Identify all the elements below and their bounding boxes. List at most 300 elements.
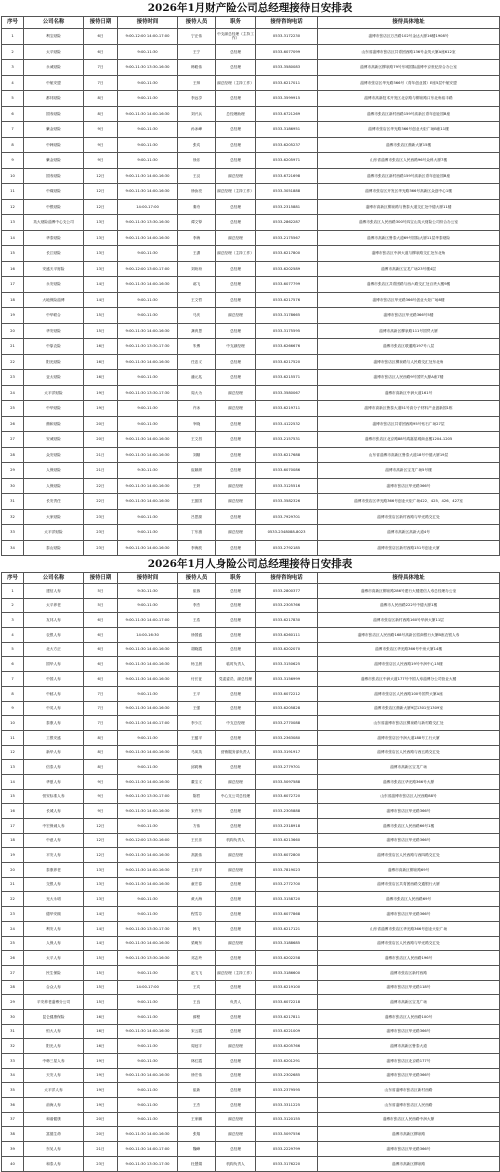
cell-company: 中银财险 xyxy=(24,199,84,215)
cell-index: 36 xyxy=(2,1098,24,1113)
cell-address: 淄博市张店区中润大道177号中国人寿淄博分公司营业大楼 xyxy=(318,672,500,687)
cell-position: 总经理 xyxy=(216,509,256,525)
table-row xyxy=(2,246,500,262)
table-row xyxy=(2,184,500,200)
cell-address: 淄博市张店区新村西路159号高新区青年创业园B座 xyxy=(318,106,500,122)
cell-receiver: 朱博 xyxy=(178,339,216,355)
cell-address: 淄博市张店区华光路366号5楼 xyxy=(318,308,500,324)
cell-address: 淄博市张店区新村西路160号华润大厦11层 xyxy=(318,613,500,628)
cell-position: 机构负责人 xyxy=(216,1156,256,1171)
cell-receiver: 宁正伟 xyxy=(178,29,216,45)
table-row xyxy=(2,137,500,153)
cell-address: 淄博市张店区人民西路19号中润中心15楼 xyxy=(318,657,500,672)
cell-phone: 0533-2363080 xyxy=(256,730,318,745)
cell-receiver: 王文昌 xyxy=(178,432,216,448)
cell-company: 人保财险 xyxy=(24,463,84,479)
cell-date: 13日 xyxy=(84,215,118,231)
cell-phone: 0533-6260111 xyxy=(256,628,318,643)
cell-index: 19 xyxy=(2,848,24,863)
cell-time: 9:00-11:30 xyxy=(118,416,178,432)
cell-phone: 0533-2175567 xyxy=(256,230,318,246)
table-row xyxy=(2,686,500,701)
cell-address: 淄博市张店区人民西路与华光路交汇处 xyxy=(318,936,500,951)
cell-date: 23日 xyxy=(84,1156,118,1171)
cell-index: 33 xyxy=(2,525,24,541)
cell-position: 副总经理 xyxy=(216,401,256,417)
table-row xyxy=(2,385,500,401)
table-row xyxy=(2,877,500,892)
cell-index: 25 xyxy=(2,401,24,417)
cell-index: 37 xyxy=(2,1112,24,1127)
table-row xyxy=(2,1083,500,1098)
cell-time: 9:30-11:30 xyxy=(118,463,178,479)
cell-position: 总经理 xyxy=(216,1009,256,1024)
cell-receiver: 任忠义 xyxy=(178,354,216,370)
cell-date: 9日 xyxy=(84,789,118,804)
cell-receiver: 李海 xyxy=(178,230,216,246)
cell-date: 21日 xyxy=(84,463,118,479)
cell-receiver: 王潇 xyxy=(178,246,216,262)
cell-company: 和泰人寿 xyxy=(24,1156,84,1171)
header-time: 接待时间 xyxy=(118,573,178,584)
cell-receiver: 王宾 xyxy=(178,980,216,995)
cell-company: 大家财险 xyxy=(24,509,84,525)
cell-company: 中国人寿 xyxy=(24,672,84,687)
cell-phone: 0533-6070086 xyxy=(256,463,318,479)
table-row xyxy=(2,628,500,643)
cell-company: 华安财险 xyxy=(24,323,84,339)
cell-date: 6日 xyxy=(84,44,118,60)
cell-receiver: 刘玢玢 xyxy=(178,261,216,277)
cell-phone: 0533-6072218 xyxy=(256,995,318,1010)
table-row xyxy=(2,657,500,672)
cell-date: 8日 xyxy=(84,760,118,775)
cell-index: 18 xyxy=(2,833,24,848)
cell-address: 山东省淄博市张店区新村西路 xyxy=(318,1083,500,1098)
table-row xyxy=(2,760,500,775)
cell-address: 淄博市张店区新村西路与华光路交汇处 xyxy=(318,509,500,525)
cell-time: 9:00-12:00 13:30-16:00 xyxy=(118,833,178,848)
cell-position: 副总经理 xyxy=(216,168,256,184)
cell-date: 23日 xyxy=(84,540,118,556)
cell-time: 9:00-11:30 14:00-17:00 xyxy=(118,1142,178,1157)
cell-date: 15日 xyxy=(84,995,118,1010)
cell-company: 都邦财险 xyxy=(24,91,84,107)
cell-company: 泰康养老 xyxy=(24,863,84,878)
cell-receiver: 徐宏伟 xyxy=(178,1068,216,1083)
cell-position: 总经理 xyxy=(216,584,256,599)
cell-company: 紫金财险 xyxy=(24,122,84,138)
cell-date: 23日 xyxy=(84,525,118,541)
cell-position: 总经理 xyxy=(216,137,256,153)
cell-phone: 0533-3580083 xyxy=(256,60,318,76)
cell-address: 淄博市高新区鲁泰大道51号高分子材料产业创新园1栋 xyxy=(318,401,500,417)
cell-address: 淄博市张店区人民西路100号 xyxy=(318,1009,500,1024)
cell-phone: 0533-6213660 xyxy=(256,833,318,848)
cell-index: 2 xyxy=(2,598,24,613)
table-row xyxy=(2,833,500,848)
cell-index: 19 xyxy=(2,308,24,324)
cell-company: 安诚财险 xyxy=(24,432,84,448)
cell-phone: 0533-6077099 xyxy=(256,44,318,60)
cell-index: 32 xyxy=(2,509,24,525)
cell-index: 9 xyxy=(2,153,24,169)
cell-phone: 0533-2779701 xyxy=(256,760,318,775)
table-row xyxy=(2,701,500,716)
cell-time: 9:00-11:30 14:00-16:30 xyxy=(118,877,178,892)
cell-address: 淄博市张店区中润大道与柳泉路交汇处东北角 xyxy=(318,246,500,262)
cell-receiver: 童宏春 xyxy=(178,877,216,892)
cell-receiver: 王文哲 xyxy=(178,292,216,308)
cell-phone: 0533-3188685 xyxy=(256,936,318,951)
cell-address: 淄博市高新区柳泉路与鲁泰大道交汇处中德大厦11楼 xyxy=(318,199,500,215)
life-table xyxy=(1,572,500,1172)
cell-date: 23日 xyxy=(84,509,118,525)
cell-position: 副总经理 xyxy=(216,385,256,401)
cell-position: 营销服务部负责人 xyxy=(216,745,256,760)
table-row xyxy=(2,75,500,91)
cell-receiver: 魏峰 xyxy=(178,1142,216,1157)
cell-time: 9:00-11:30 14:00-17:00 xyxy=(118,613,178,628)
cell-index: 38 xyxy=(2,1127,24,1142)
cell-index: 1 xyxy=(2,584,24,599)
cell-position: 副总经理（主持工作） xyxy=(216,965,256,980)
cell-position: 总经理 xyxy=(216,921,256,936)
header-index: 序号 xyxy=(2,17,24,29)
cell-time: 9:00-11:30 14:00-16:30 xyxy=(118,1024,178,1039)
cell-date: 6日 xyxy=(84,628,118,643)
cell-phone: 0533-4122532 xyxy=(256,416,318,432)
cell-phone: 0533-3120155 xyxy=(256,1112,318,1127)
cell-position: 中支总经理 xyxy=(216,716,256,731)
table-row xyxy=(2,1054,500,1069)
cell-time: 9:00-11:30 xyxy=(118,819,178,834)
property-header-row xyxy=(2,17,500,29)
cell-index: 23 xyxy=(2,907,24,922)
cell-receiver: 王杰 xyxy=(178,1098,216,1113)
cell-receiver: 胡晓霞 xyxy=(178,642,216,657)
cell-position: 副总经理（主持工作） xyxy=(216,184,256,200)
header-index: 序号 xyxy=(2,573,24,584)
property-table-title: 2026年1月财产险公司总经理接待日安排表 xyxy=(147,2,353,14)
cell-time: 9:00-11:30 14:00-16:30 xyxy=(118,432,178,448)
cell-receiver: 林红霞 xyxy=(178,1054,216,1069)
cell-time: 9:00-12:00 13:00-17:00 xyxy=(118,261,178,277)
cell-phone: 0533-2305766 xyxy=(256,598,318,613)
cell-phone: 0533-6077799 xyxy=(256,277,318,293)
cell-receiver: 秦舟 xyxy=(178,199,216,215)
cell-phone: 0533-2229799 xyxy=(256,1142,318,1157)
cell-date: 9日 xyxy=(84,122,118,138)
cell-time: 9:00-11:30 14:00-16:30 xyxy=(118,863,178,878)
header-receiver: 接待人员 xyxy=(178,573,216,584)
cell-phone: 0533-6721269 xyxy=(256,106,318,122)
cell-address: 淄博市高新区宝龙广场5号楼 xyxy=(318,463,500,479)
cell-address: 淄博市人民西路222号中德大厦1楼 xyxy=(318,598,500,613)
table-row xyxy=(2,323,500,339)
cell-phone: 0533-6072800 xyxy=(256,848,318,863)
cell-index: 3 xyxy=(2,613,24,628)
cell-date: 19日 xyxy=(84,401,118,417)
cell-receiver: 马凤英 xyxy=(178,745,216,760)
cell-phone: 0533-6072212 xyxy=(256,686,318,701)
cell-phone: 0533-3175595 xyxy=(256,323,318,339)
cell-index: 20 xyxy=(2,323,24,339)
cell-receiver: 韩飞 xyxy=(178,921,216,936)
cell-company: 农银人寿 xyxy=(24,628,84,643)
table-row xyxy=(2,292,500,308)
cell-position: 机构负责人 xyxy=(216,833,256,848)
cell-date: 22日 xyxy=(84,494,118,510)
cell-index: 12 xyxy=(2,745,24,760)
cell-phone: 0533-6215571 xyxy=(256,370,318,386)
cell-address: 山东省淄博市张店区华光路366号创业火炬广场 xyxy=(318,921,500,936)
cell-receiver: 徐国盛 xyxy=(178,628,216,643)
cell-address: 淄博市高新区柳泉路79号东城国际淄博中京世纪综合办公室 xyxy=(318,60,500,76)
cell-position: 总经理 xyxy=(216,323,256,339)
cell-receiver: 周大为 xyxy=(178,385,216,401)
cell-date: 12日 xyxy=(84,833,118,848)
cell-time: 9:00-11:30 14:00-16:30 xyxy=(118,540,178,556)
cell-receiver: 王向平 xyxy=(178,863,216,878)
cell-receiver: 邱莉梅 xyxy=(178,760,216,775)
cell-index: 35 xyxy=(2,1083,24,1098)
cell-phone: 0533-6205828 xyxy=(256,701,318,716)
cell-address: 淄博市张店区华光路366号大厦 xyxy=(318,774,500,789)
cell-position: 副总经理 xyxy=(216,1127,256,1142)
cell-phone: 0533-6219100 xyxy=(256,980,318,995)
cell-time: 9:00-11:30 14:00-16:30 xyxy=(118,447,178,463)
cell-address: 淄博市高新区柳泉路 xyxy=(318,1156,500,1171)
cell-time: 9:00-12:00 14:00-17:00 xyxy=(118,29,178,45)
cell-address: 淄博市张店区人民西路300号四宝山英大财险公司综合办公室 xyxy=(318,215,500,231)
cell-index: 34 xyxy=(2,540,24,556)
cell-position: 中心支公司总经理 xyxy=(216,789,256,804)
property-table-body xyxy=(2,29,500,556)
cell-position: 总经理 xyxy=(216,447,256,463)
cell-index: 33 xyxy=(2,1054,24,1069)
cell-time: 9:00-11:30 14:00-16:30 xyxy=(118,774,178,789)
cell-index: 7 xyxy=(2,672,24,687)
table-row xyxy=(2,463,500,479)
cell-receiver: 王蕴平 xyxy=(178,730,216,745)
cell-time: 9:00-11:30 xyxy=(118,1009,178,1024)
cell-company: 民生保险 xyxy=(24,965,84,980)
cell-company: 平安人寿 xyxy=(24,848,84,863)
cell-date: 12日 xyxy=(84,848,118,863)
cell-position: 总经理 xyxy=(216,907,256,922)
cell-receiver: 高凯伟 xyxy=(178,848,216,863)
cell-phone: 0533-6217800 xyxy=(256,246,318,262)
cell-position: 总经理 xyxy=(216,598,256,613)
table-row xyxy=(2,122,500,138)
cell-company: 中华财险 xyxy=(24,401,84,417)
cell-receiver: 崔颖颜 xyxy=(178,463,216,479)
cell-phone: 0533-2315881 xyxy=(256,199,318,215)
cell-time: 9:00-11:30 13:30-17:30 xyxy=(118,1156,178,1171)
cell-receiver: 王宁 xyxy=(178,44,216,60)
cell-receiver: 王振国 xyxy=(178,494,216,510)
cell-time: 9:00-11:30 xyxy=(118,509,178,525)
cell-date: 16日 xyxy=(84,354,118,370)
table-row xyxy=(2,277,500,293)
cell-phone: 0533-2379595 xyxy=(256,1083,318,1098)
cell-company: 友邦人寿 xyxy=(24,613,84,628)
table-row xyxy=(2,1112,500,1127)
cell-address: 山东省淄博市张店区人民西路96号众科大厦7楼 xyxy=(318,153,500,169)
cell-company: 利宝财险 xyxy=(24,29,84,45)
cell-date: 5日 xyxy=(84,584,118,599)
cell-receiver: 董宝义 xyxy=(178,774,216,789)
cell-date: 14日 xyxy=(84,921,118,936)
table-row xyxy=(2,44,500,60)
cell-receiver: 吕思源 xyxy=(178,509,216,525)
cell-address: 淄博市张店区华光路118号 xyxy=(318,980,500,995)
cell-receiver: 李杰 xyxy=(178,598,216,613)
cell-receiver: 方伟 xyxy=(178,819,216,834)
cell-address: 淄博市高新区鲁泰大道69号国际大厦11层华泰财险 xyxy=(318,230,500,246)
header-phone: 接待咨询电话 xyxy=(256,17,318,29)
cell-address: 淄博市张店区北京路177号 xyxy=(318,1054,500,1069)
cell-company: 恒大人寿 xyxy=(24,1024,84,1039)
cell-position: 总经理助理 xyxy=(216,106,256,122)
cell-time: 9:00-11:30 14:00-16:30 xyxy=(118,277,178,293)
cell-phone: 0533-6217011 xyxy=(256,75,318,91)
cell-receiver: 邓志玲 xyxy=(178,951,216,966)
cell-receiver: 宰晓 xyxy=(178,416,216,432)
cell-position: 总经理 xyxy=(216,199,256,215)
cell-receiver: 马庆 xyxy=(178,308,216,324)
cell-company: 光大永明 xyxy=(24,892,84,907)
cell-company: 太平洋财险 xyxy=(24,525,84,541)
cell-time: 9:00-11:30 14:00-16:30 xyxy=(118,848,178,863)
cell-address: 淄博市张店区华光路366号 xyxy=(318,1024,500,1039)
cell-date: 21日 xyxy=(84,447,118,463)
cell-receiver: 周冠宇 xyxy=(178,1039,216,1054)
cell-position: 总经理 xyxy=(216,292,256,308)
cell-phone: 0533-7819023 xyxy=(256,863,318,878)
cell-receiver: 韩聪伟 xyxy=(178,60,216,76)
cell-address: 淄博市张店区人民西路66号1楼 xyxy=(318,819,500,834)
cell-time: 9:30-11:30 xyxy=(118,584,178,599)
cell-receiver: 程雪芬 xyxy=(178,907,216,922)
table-row xyxy=(2,509,500,525)
cell-date: 15日 xyxy=(84,951,118,966)
cell-position: 副总经理 xyxy=(216,230,256,246)
cell-date: 7日 xyxy=(84,75,118,91)
cell-phone: 0533-6266676 xyxy=(256,339,318,355)
cell-date: 19日 xyxy=(84,1098,118,1113)
cell-address: 山东省淄博市张店区人民西路88号 xyxy=(318,789,500,804)
cell-address: 淄博市张店区华光路366号 xyxy=(318,1142,500,1157)
cell-time: 9:00-11:30 xyxy=(118,730,178,745)
cell-phone: 0533-3172230 xyxy=(256,29,318,45)
table-row xyxy=(2,1098,500,1113)
cell-time: 9:00-11:30 14:00-16:30 xyxy=(118,1068,178,1083)
cell-time: 9:00-11:30 14:00-16:30 xyxy=(118,1127,178,1142)
cell-address: 山东省淄博市张店区人民西路 xyxy=(318,1098,500,1113)
cell-date: 14日 xyxy=(84,907,118,922)
cell-position: 党委委员、副总经理 xyxy=(216,672,256,687)
cell-time: 9:00-11:30 xyxy=(118,760,178,775)
table-row xyxy=(2,965,500,980)
cell-address: 山东省淄博市高新区鲁泰大道18号中德大厦19层 xyxy=(318,447,500,463)
table-row xyxy=(2,354,500,370)
cell-company: 中英人寿 xyxy=(24,701,84,716)
cell-company: 长城人寿 xyxy=(24,804,84,819)
cell-time: 9:00-11:30 xyxy=(118,965,178,980)
table-row xyxy=(2,432,500,448)
cell-time: 9:00-11:30 13:30-16:30 xyxy=(118,215,178,231)
cell-index: 16 xyxy=(2,804,24,819)
cell-index: 27 xyxy=(2,432,24,448)
table-row xyxy=(2,613,500,628)
cell-date: 12日 xyxy=(84,199,118,215)
cell-phone: 0533-6205237 xyxy=(256,137,318,153)
cell-address: 淄博市张店区华光路366号 xyxy=(318,833,500,848)
cell-receiver: 崔新 xyxy=(178,1083,216,1098)
cell-date: 9日 xyxy=(84,804,118,819)
table-row xyxy=(2,848,500,863)
cell-company: 昆仑健康保险 xyxy=(24,1009,84,1024)
cell-time: 9:00-11:30 xyxy=(118,1039,178,1054)
cell-time: 9:00-11:30 14:00-16:30 xyxy=(118,168,178,184)
cell-phone: 0533-6217830 xyxy=(256,613,318,628)
cell-time: 14:00-16:30 xyxy=(118,628,178,643)
header-time: 接待时间 xyxy=(118,17,178,29)
cell-time: 9:00-11:30 14:00-16:30 xyxy=(118,106,178,122)
cell-date: 14日 xyxy=(84,292,118,308)
cell-position: 总经理 xyxy=(216,1068,256,1083)
cell-date: 15日 xyxy=(84,965,118,980)
header-address: 接待具体地址 xyxy=(318,17,500,29)
table-row xyxy=(2,525,500,541)
cell-time: 9:00-11:30 xyxy=(118,308,178,324)
cell-position: 总经理 xyxy=(216,701,256,716)
cell-company: 众安财险 xyxy=(24,447,84,463)
cell-time: 9:00-11:30 xyxy=(118,75,178,91)
cell-phone: 0533-6205766 xyxy=(256,1039,318,1054)
cell-address: 淄博市张店区共青团西路95号钻石广场27层 xyxy=(318,416,500,432)
cell-time: 9:00-11:30 13:30-17:30 xyxy=(118,921,178,936)
cell-phone: 0533-6202070 xyxy=(256,642,318,657)
cell-index: 18 xyxy=(2,292,24,308)
cell-address: 淄博市张店区人民西路100号国贸大厦A座 xyxy=(318,686,500,701)
cell-date: 8日 xyxy=(84,745,118,760)
cell-receiver: 徐乐 xyxy=(178,153,216,169)
cell-company: 恒安标准人寿 xyxy=(24,789,84,804)
cell-index: 6 xyxy=(2,106,24,122)
cell-time: 9:00-11:30 xyxy=(118,91,178,107)
cell-company: 国寿财险 xyxy=(24,168,84,184)
cell-company: 工银安盛 xyxy=(24,730,84,745)
cell-position: 总经理 xyxy=(216,153,256,169)
cell-phone: 0533-5097556 xyxy=(256,1127,318,1142)
cell-phone: 0533-3582326 xyxy=(256,494,318,510)
cell-index: 14 xyxy=(2,230,24,246)
cell-receiver: 张翔 xyxy=(178,1127,216,1142)
cell-index: 8 xyxy=(2,137,24,153)
cell-date: 5日 xyxy=(84,598,118,613)
cell-address: 淄博市张店区华光路366号 xyxy=(318,478,500,494)
cell-company: 人保人寿 xyxy=(24,936,84,951)
cell-position: 总经理 xyxy=(216,628,256,643)
table-row xyxy=(2,819,500,834)
cell-position: 临时负责人 xyxy=(216,657,256,672)
cell-index: 28 xyxy=(2,447,24,463)
cell-company: 长安责任 xyxy=(24,494,84,510)
cell-position: 副总经理 xyxy=(216,863,256,878)
